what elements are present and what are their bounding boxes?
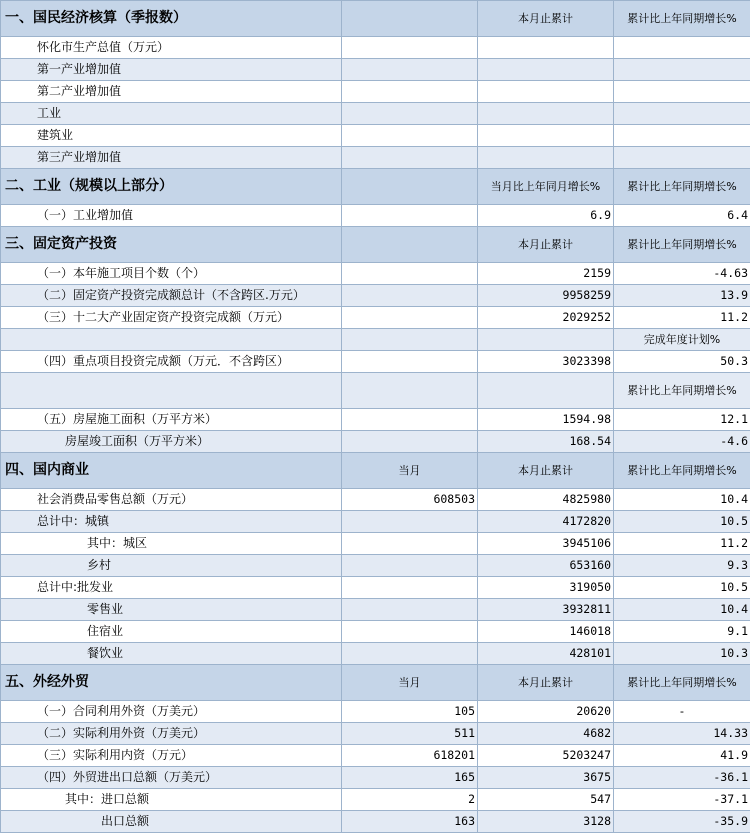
table-row: 建筑业 xyxy=(1,125,750,147)
sub-header-row xyxy=(1,373,750,409)
col-header-month: 当月 xyxy=(342,453,478,489)
col-header-plan: 完成年度计划% xyxy=(614,329,750,351)
table-row: （三）实际利用内资（万元） 618201 5203247 41.9 xyxy=(1,745,750,767)
table-row: 餐饮业 428101 10.3 xyxy=(1,643,750,665)
section-header-commerce xyxy=(1,453,750,489)
table-row: （四）重点项目投资完成额（万元．不含跨区） 3023398 50.3 xyxy=(1,351,750,373)
section-header-foreign-trade xyxy=(1,665,750,701)
table-row: 社会消费品零售总额（万元） 608503 4825980 10.4 xyxy=(1,489,750,511)
table-row: （五）房屋施工面积（万平方米） 1594.98 12.1 xyxy=(1,409,750,431)
table-row: 第三产业增加值 xyxy=(1,147,750,169)
table-row: （四）外贸进出口总额（万美元） 165 3675 -36.1 xyxy=(1,767,750,789)
col-header-month: 当月 xyxy=(342,665,478,701)
section-title: 五、外经外贸 xyxy=(1,665,342,701)
table-row: 乡村 653160 9.3 xyxy=(1,555,750,577)
table-row: 零售业 3932811 10.4 xyxy=(1,599,750,621)
table-row: 其中：城区 3945106 11.2 xyxy=(1,533,750,555)
section-header-investment xyxy=(1,227,750,263)
section-header-industry xyxy=(1,169,750,205)
col-header-cumulative: 本月止累计 xyxy=(478,1,614,37)
col-header-growth: 累计比上年同期增长% xyxy=(614,169,750,205)
table-row: 第一产业增加值 xyxy=(1,59,750,81)
col-header-growth: 累计比上年同期增长% xyxy=(614,1,750,37)
table-row: （一）工业增加值 6.9 6.4 xyxy=(1,205,750,227)
section-title: 一、国民经济核算（季报数） xyxy=(1,1,342,37)
table-row: 总计中：城镇 4172820 10.5 xyxy=(1,511,750,533)
table-row: （一）本年施工项目个数（个） 2159 -4.63 xyxy=(1,263,750,285)
table-row: 其中：进口总额 2 547 -37.1 xyxy=(1,789,750,811)
section-title: 二、工业（规模以上部分） xyxy=(1,169,342,205)
col-header-growth: 累计比上年同期增长% xyxy=(614,665,750,701)
section-header-gdp xyxy=(1,1,750,37)
col-header-month-growth: 当月比上年同月增长% xyxy=(478,169,614,205)
table-row: 总计中:批发业 319050 10.5 xyxy=(1,577,750,599)
table-row: 房屋竣工面积（万平方米） 168.54 -4.6 xyxy=(1,431,750,453)
col-header-cumulative: 本月止累计 xyxy=(478,665,614,701)
table-row: （一）合同利用外资（万美元） 105 20620 - xyxy=(1,701,750,723)
table-row: （二）固定资产投资完成额总计（不含跨区.万元） 9958259 13.9 xyxy=(1,285,750,307)
section-title: 四、国内商业 xyxy=(1,453,342,489)
table-row: 住宿业 146018 9.1 xyxy=(1,621,750,643)
col-header-growth: 累计比上年同期增长% xyxy=(614,227,750,263)
table-row: 第二产业增加值 xyxy=(1,81,750,103)
sub-header-row xyxy=(1,329,750,351)
section-title: 三、固定资产投资 xyxy=(1,227,342,263)
col-header-growth: 累计比上年同期增长% xyxy=(614,453,750,489)
table-row: 工业 xyxy=(1,103,750,125)
table-row: （二）实际利用外资（万美元） 511 4682 14.33 xyxy=(1,723,750,745)
table-row: 出口总额 163 3128 -35.9 xyxy=(1,811,750,833)
table-row: 怀化市生产总值（万元） xyxy=(1,37,750,59)
col-header-cumulative: 本月止累计 xyxy=(478,453,614,489)
col-header-growth: 累计比上年同期增长% xyxy=(614,373,750,409)
table-row: （三）十二大产业固定资产投资完成额（万元） 2029252 11.2 xyxy=(1,307,750,329)
col-header-cumulative: 本月止累计 xyxy=(478,227,614,263)
